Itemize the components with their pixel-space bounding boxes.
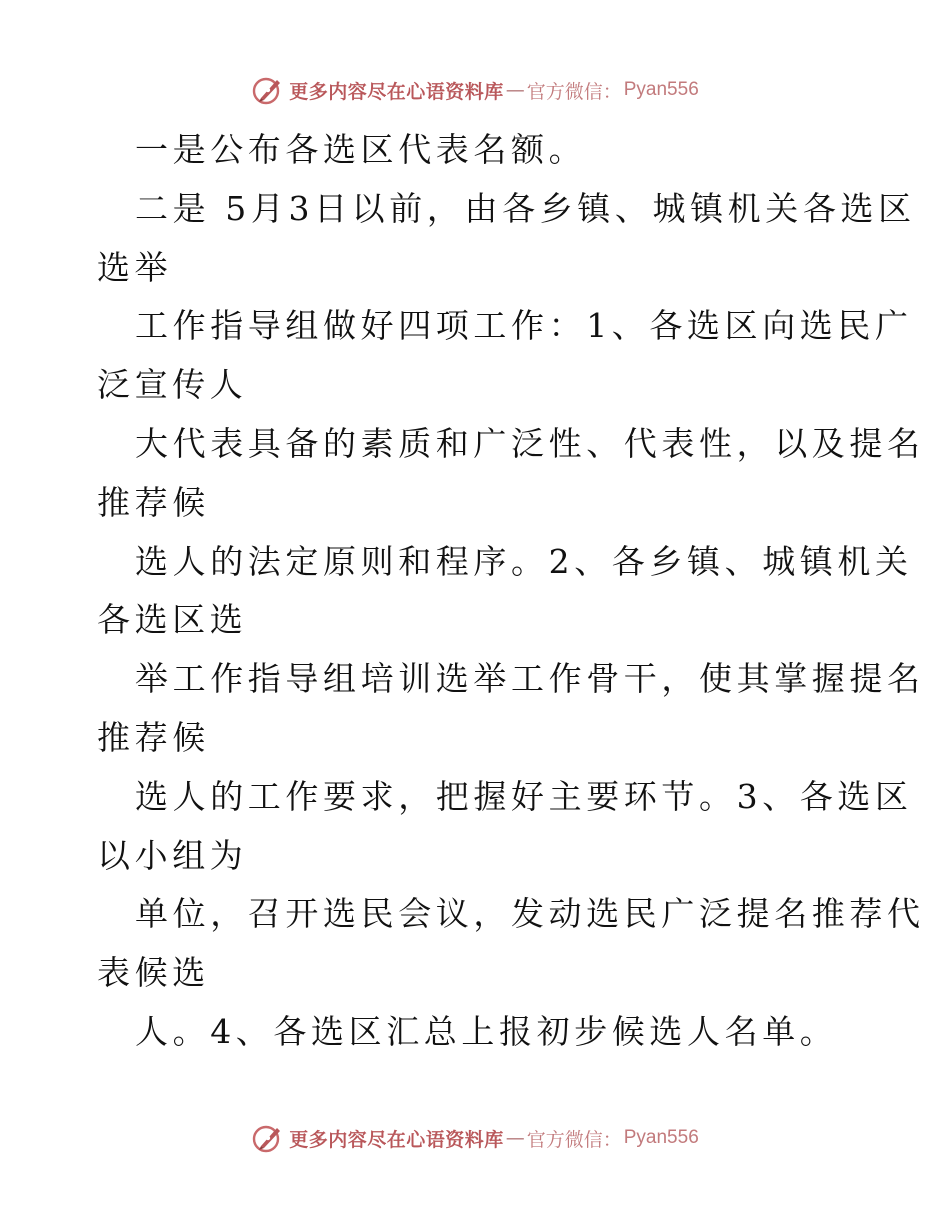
text-line: 泛宣传人: [97, 365, 248, 405]
banner-wechat-id: Pyan556: [623, 79, 699, 100]
text-line: 人。4、各选区汇总上报初步候选人名单。: [135, 1011, 838, 1051]
banner-wechat-id: Pyan556: [623, 1127, 699, 1148]
banner-subtitle: 官方微信：: [526, 1128, 622, 1151]
banner-title: 更多内容尽在心语资料库: [289, 80, 504, 103]
header-watermark-banner: [0, 70, 950, 110]
text-line: 表候选: [97, 953, 210, 993]
text-line: 推荐候: [97, 482, 210, 522]
text-line: 一是公布各选区代表名额。: [135, 130, 587, 169]
text-line: 大代表具备的素质和广泛性、代表性，以及提名: [135, 423, 925, 463]
text-line: 选人的法定原则和程序。2、各乡镇、城镇机关: [135, 541, 913, 581]
pen-logo-icon: [251, 1121, 285, 1155]
text-line: 工作指导组做好四项工作：1、各选区向选民广: [135, 306, 913, 346]
text-line: 选人的工作要求，把握好主要环节。3、各选区: [135, 776, 913, 816]
pen-logo-icon: [251, 73, 285, 107]
banner-dash: —: [505, 79, 525, 101]
text-line: 推荐候: [97, 717, 210, 757]
text-line: 单位，召开选民会议，发动选民广泛提名推荐代: [135, 894, 925, 934]
banner-subtitle: 官方微信：: [526, 80, 622, 103]
banner-dash: —: [505, 1127, 525, 1149]
text-line: 举工作指导组培训选举工作骨干，使其掌握提名: [135, 659, 925, 699]
footer-watermark-banner: [0, 1118, 950, 1158]
body-text: [97, 121, 925, 1062]
text-line: 各选区选: [97, 600, 248, 640]
text-line: 二是 5月3日以前，由各乡镇、城镇机关各选区: [135, 188, 916, 228]
text-line: 以小组为: [97, 835, 248, 875]
banner-title: 更多内容尽在心语资料库: [289, 1128, 504, 1151]
text-line: 选举: [97, 247, 173, 287]
